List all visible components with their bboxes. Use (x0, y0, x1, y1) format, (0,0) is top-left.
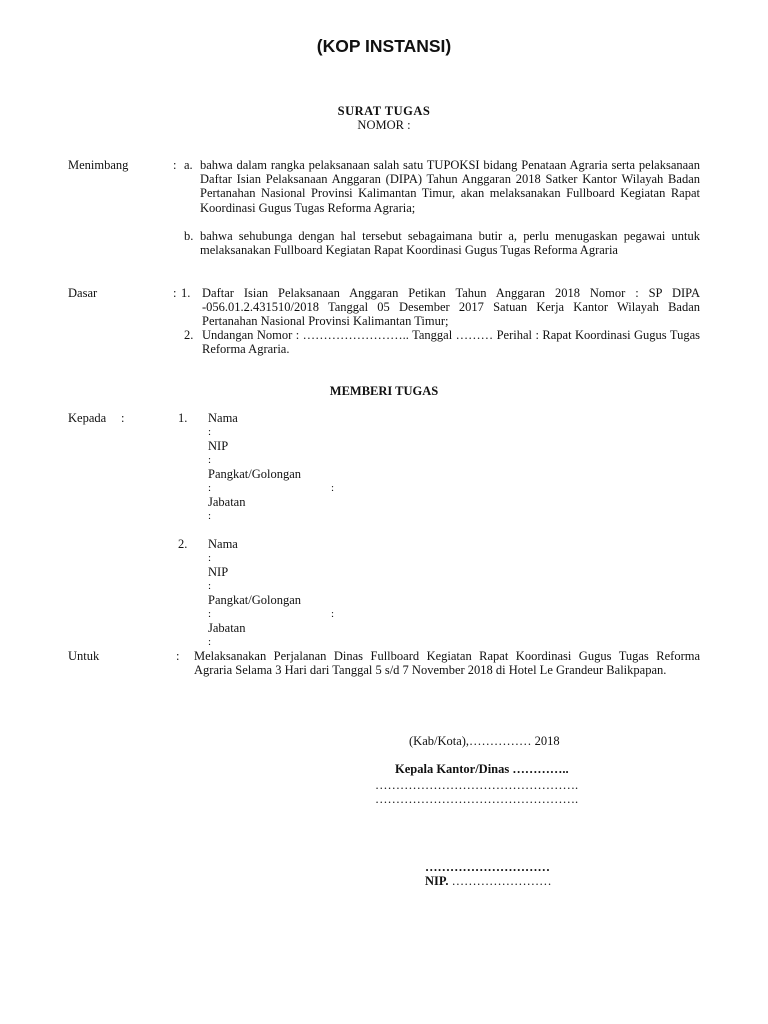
signatory-title-label: Kepala Kantor/Dinas (395, 762, 510, 776)
person-1-pangkat-colon: : (208, 482, 212, 494)
document-number: NOMOR : (357, 118, 411, 132)
dasar-item-2: Undangan Nomor : …………………….. Tanggal ……… Perihal : Rapat Koordinasi Gugus Tugas Reforma Agraria. (202, 328, 700, 357)
untuk-text: Melaksanakan Perjalanan Dinas Fullboard Kegiatan Rapat Koordinasi Gugus Tugas Reforma Agraria Selama 3 Hari dari Tanggal 5 s/d 7 November 2018 di Hotel Le Grandeur Balikpapan. (194, 649, 700, 678)
person-1-number: 1. (178, 411, 188, 425)
person-2-nama: Nama (208, 537, 238, 551)
menimbang-colon: : (173, 158, 177, 172)
person-2-jabatan: Jabatan (208, 621, 246, 635)
person-1-nama: Nama (208, 411, 238, 425)
person-2-nip-colon: : (208, 580, 212, 592)
dasar-marker-1: 1. (181, 286, 191, 300)
dasar-colon: : (173, 286, 177, 300)
signatory-title-dots: ………….. (512, 762, 569, 776)
person-1-nama-colon: : (208, 426, 212, 438)
kop-instansi: (KOP INSTANSI) (316, 36, 452, 56)
person-1-nip-colon: : (208, 454, 212, 466)
document-title: SURAT TUGAS (337, 104, 431, 118)
person-2-number: 2. (178, 537, 188, 551)
person-2-nama-colon: : (208, 552, 212, 564)
nip-dots: …………………… (451, 874, 552, 888)
menimbang-item-a: bahwa dalam rangka pelaksanaan salah satu TUPOKSI bidang Penataan Agraria serta pelaksanaan Daftar Isian Pelaksanaan Anggaran (DIPA) Tahun Anggaran 2018 Satker Kantor Wilayah Badan Pertanahan Nasional Provinsi Kalimantan Timur, akan melaksanakan Fullboard Kegiatan Rapat Koordinasi Gugus Tugas Reforma Agraria; (200, 158, 700, 215)
signatory-nip (425, 874, 552, 888)
kepada-colon: : (121, 411, 125, 425)
person-1-nip: NIP (208, 439, 229, 453)
signatory-dots-line-2: …………………………………………. (375, 792, 579, 806)
untuk-colon: : (176, 649, 180, 663)
menimbang-marker-b: b. (184, 229, 194, 243)
signatory-title (395, 762, 569, 776)
signatory-dots-line-1: …………………………………………. (375, 778, 579, 792)
person-2-pangkat-colon: : (208, 608, 212, 620)
nip-label: NIP. (425, 874, 449, 888)
dasar-label: Dasar (68, 286, 98, 300)
place-date: (Kab/Kota),…………… 2018 (409, 734, 560, 748)
menimbang-marker-a: a. (184, 158, 193, 172)
signatory-name-line: ………………………… (425, 860, 550, 874)
menimbang-item-b: bahwa sehubunga dengan hal tersebut sebagaimana butir a, perlu menugaskan pegawai untuk melaksanakan Fullboard Kegiatan Rapat Koordinasi Gugus Tugas Reforma Agraria (200, 229, 700, 258)
person-1-jabatan-colon: : (208, 510, 212, 522)
person-1-pangkat: Pangkat/Golongan (208, 467, 302, 481)
person-1-pangkat-colon-2: : (331, 482, 335, 494)
menimbang-label: Menimbang (68, 158, 129, 172)
person-2-pangkat-colon-2: : (331, 608, 335, 620)
person-2-pangkat: Pangkat/Golongan (208, 593, 302, 607)
dasar-item-1: Daftar Isian Pelaksanaan Anggaran Petikan Tahun Anggaran 2018 Nomor : SP DIPA -056.01.2.431510/2018 Tanggal 05 Desember 2017 Satuan Kerja Kantor Wilayah Badan Pertanahan Nasional Provinsi Kalimantan Timur; (202, 286, 700, 329)
memberi-tugas-heading: MEMBERI TUGAS (329, 384, 439, 398)
person-1-jabatan: Jabatan (208, 495, 246, 509)
person-2-nip: NIP (208, 565, 229, 579)
dasar-marker-2: 2. (184, 328, 194, 342)
kepada-label: Kepada (68, 411, 107, 425)
untuk-label: Untuk (68, 649, 100, 663)
person-2-jabatan-colon: : (208, 636, 212, 648)
